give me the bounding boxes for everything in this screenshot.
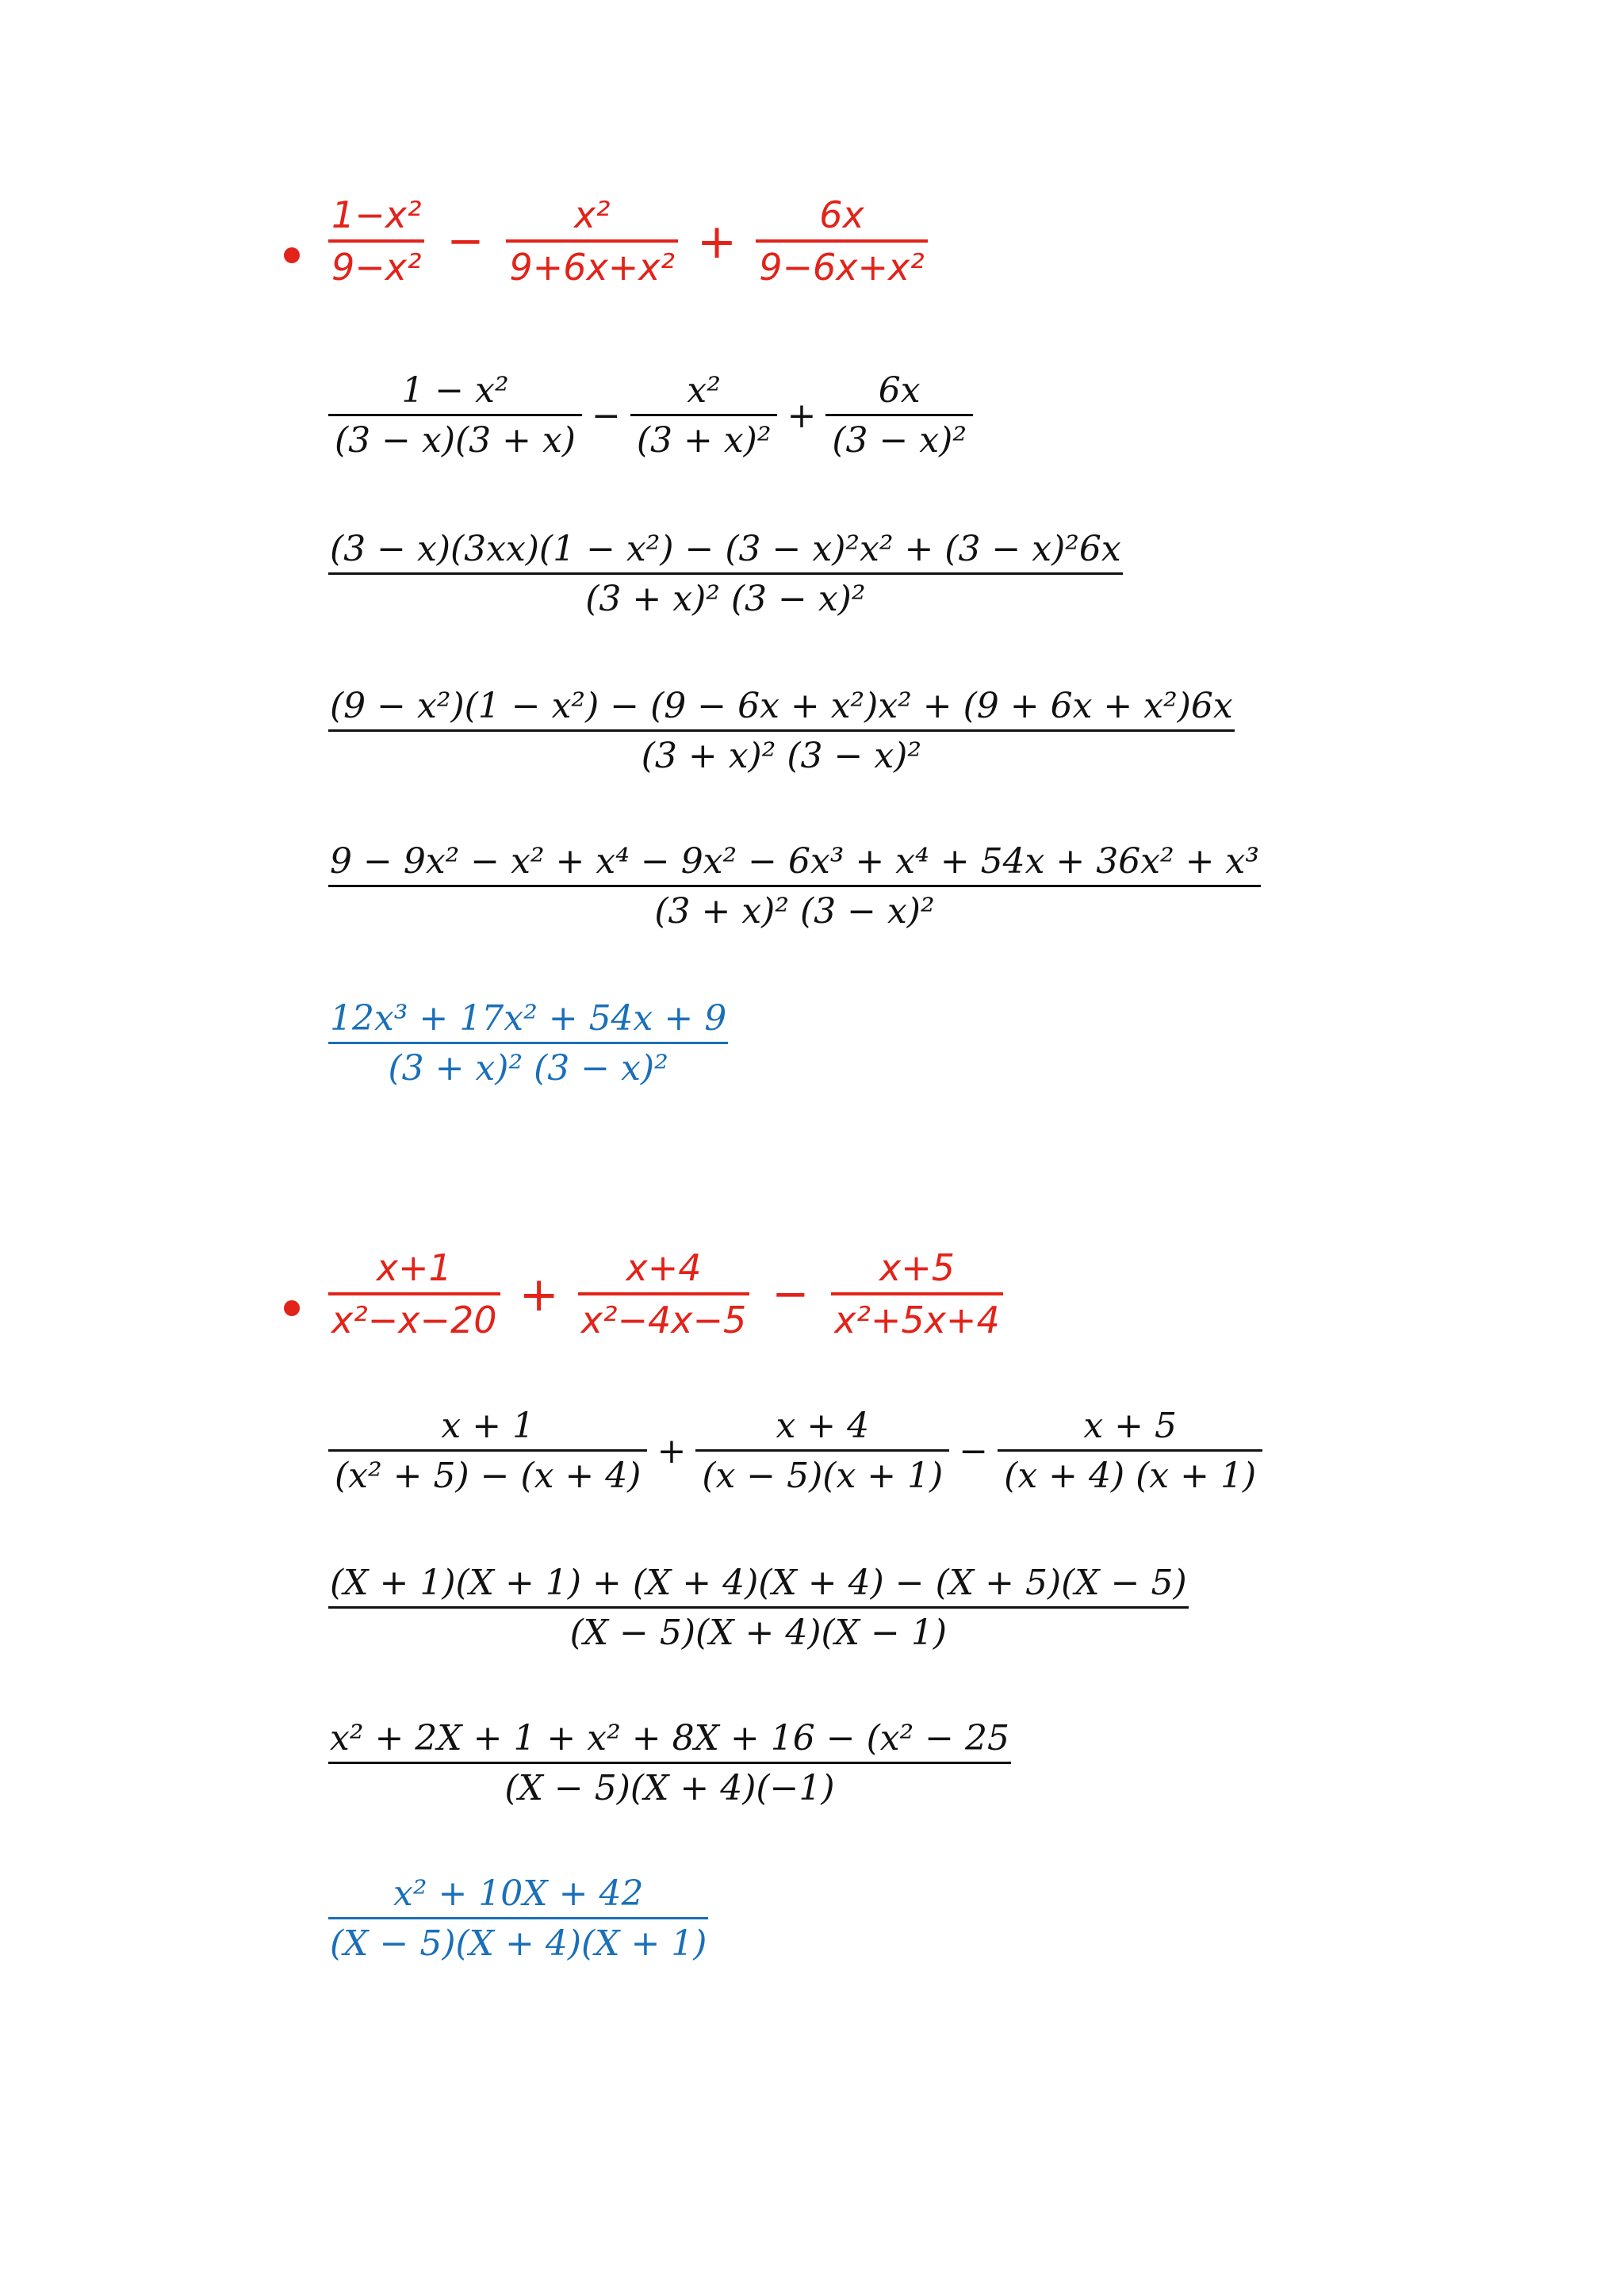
denominator: (X − 5)(X + 4)(−1) [504, 1768, 835, 1809]
fraction-bar [328, 885, 1261, 887]
numerator: x + 1 [441, 1406, 535, 1446]
numerator: x² + 10X + 42 [393, 1873, 644, 1914]
problem-1-step-4 [328, 842, 1261, 932]
problem-1-term-1 [328, 195, 424, 288]
problem-2-term-1 [328, 1248, 500, 1341]
result-fraction [328, 999, 728, 1089]
numerator: 1 − x² [401, 370, 509, 411]
denominator: (3 − x)² [832, 420, 967, 461]
fraction-bar [998, 1449, 1262, 1452]
operator: − [959, 1430, 989, 1471]
fraction-bar [328, 1762, 1011, 1764]
step-term [998, 1406, 1262, 1496]
problem-2-prompt [328, 1248, 1003, 1341]
numerator: x² [687, 370, 721, 411]
result-fraction [328, 1874, 708, 1964]
numerator: 12x³ + 17x² + 54x + 9 [330, 998, 727, 1039]
problem-1-term-2 [506, 195, 678, 288]
denominator: 9−x² [331, 245, 422, 289]
fraction-bar [328, 1449, 647, 1452]
step-term [630, 371, 778, 461]
step-term [328, 371, 582, 461]
denominator: x²+5x+4 [834, 1298, 1000, 1341]
step-term [825, 371, 973, 461]
fraction-bar [328, 414, 582, 416]
fraction-bar [630, 414, 778, 416]
fraction-bar [578, 1292, 750, 1295]
problem-2-step-1 [328, 1406, 1262, 1496]
fraction-bar [825, 414, 973, 416]
numerator: 9 − 9x² − x² + x⁴ − 9x² − 6x³ + x⁴ + 54x + 36x² + x³ [330, 841, 1259, 882]
fraction-bar [506, 239, 678, 243]
step-fraction [328, 1719, 1011, 1808]
numerator: (X + 1)(X + 1) + (X + 4)(X + 4) − (X + 5)(X − 5) [330, 1563, 1187, 1603]
denominator: (3 + x)² (3 − x)² [641, 736, 921, 777]
bullet-dot-icon [284, 1300, 300, 1316]
operator: + [787, 395, 817, 436]
denominator: (3 + x)² [636, 420, 772, 461]
problem-2-term-3 [831, 1248, 1003, 1341]
fraction-bar [695, 1449, 949, 1452]
numerator: 6x [878, 370, 921, 411]
numerator: 6x [819, 193, 864, 236]
step-fraction [328, 842, 1261, 932]
numerator: x² [573, 193, 611, 236]
fraction-bar [328, 1292, 500, 1295]
denominator: (3 + x)² (3 − x)² [388, 1048, 668, 1089]
problem-1-step-2 [328, 530, 1123, 619]
problem-2-step-2 [328, 1563, 1189, 1653]
fraction-bar [328, 572, 1123, 575]
denominator: (X − 5)(X + 4)(X + 1) [330, 1923, 707, 1965]
numerator: x + 4 [776, 1406, 870, 1446]
problem-1-result [328, 999, 728, 1089]
denominator: (x − 5)(x + 1) [702, 1456, 944, 1497]
fraction-bar [328, 1042, 728, 1044]
operator: − [446, 216, 485, 268]
step-fraction [328, 530, 1123, 619]
step-term [328, 1406, 647, 1496]
problem-1-step-1 [328, 371, 973, 461]
numerator: x + 5 [1083, 1406, 1177, 1446]
problem-1-term-3 [756, 195, 928, 288]
fraction-bar [328, 1917, 708, 1919]
numerator: x+5 [879, 1246, 956, 1289]
numerator: x² + 2X + 1 + x² + 8X + 16 − (x² − 25 [330, 1718, 1010, 1758]
numerator: 1−x² [331, 193, 422, 236]
problem-1-prompt [328, 195, 928, 288]
denominator: x²−4x−5 [580, 1298, 747, 1341]
fraction-bar [328, 239, 424, 243]
problem-1-step-3 [328, 687, 1235, 776]
denominator: (3 − x)(3 + x) [335, 420, 576, 461]
denominator: (x² + 5) − (x + 4) [335, 1456, 642, 1497]
operator: − [772, 1269, 810, 1321]
fraction-bar [756, 239, 928, 243]
denominator: x²−x−20 [331, 1298, 497, 1341]
fraction-bar [328, 729, 1235, 732]
numerator: (9 − x²)(1 − x²) − (9 − 6x + x²)x² + (9 + 6x + x²)6x [330, 686, 1233, 726]
fraction-bar [328, 1606, 1189, 1609]
step-fraction [328, 1563, 1189, 1653]
problem-2-term-2 [578, 1248, 750, 1341]
operator: − [591, 395, 621, 436]
step-fraction [328, 687, 1235, 776]
denominator: (X − 5)(X + 4)(X − 1) [569, 1613, 948, 1654]
problem-2-result [328, 1874, 708, 1964]
operator: + [657, 1430, 687, 1471]
step-term [695, 1406, 949, 1496]
numerator: (3 − x)(3xx)(1 − x²) − (3 − x)²x² + (3 − x)²6x [330, 529, 1121, 569]
denominator: (3 + x)² (3 − x)² [585, 579, 866, 620]
numerator: x+4 [626, 1246, 702, 1289]
problem-2-step-3 [328, 1719, 1011, 1808]
numerator: x+1 [376, 1246, 452, 1289]
denominator: (x + 4) (x + 1) [1004, 1456, 1257, 1497]
operator: + [696, 213, 737, 270]
bullet-dot-icon [284, 247, 300, 263]
denominator: 9−6x+x² [759, 245, 925, 289]
fraction-bar [831, 1292, 1003, 1295]
operator: + [519, 1266, 559, 1322]
denominator: 9+6x+x² [509, 245, 675, 289]
denominator: (3 + x)² (3 − x)² [654, 891, 935, 932]
